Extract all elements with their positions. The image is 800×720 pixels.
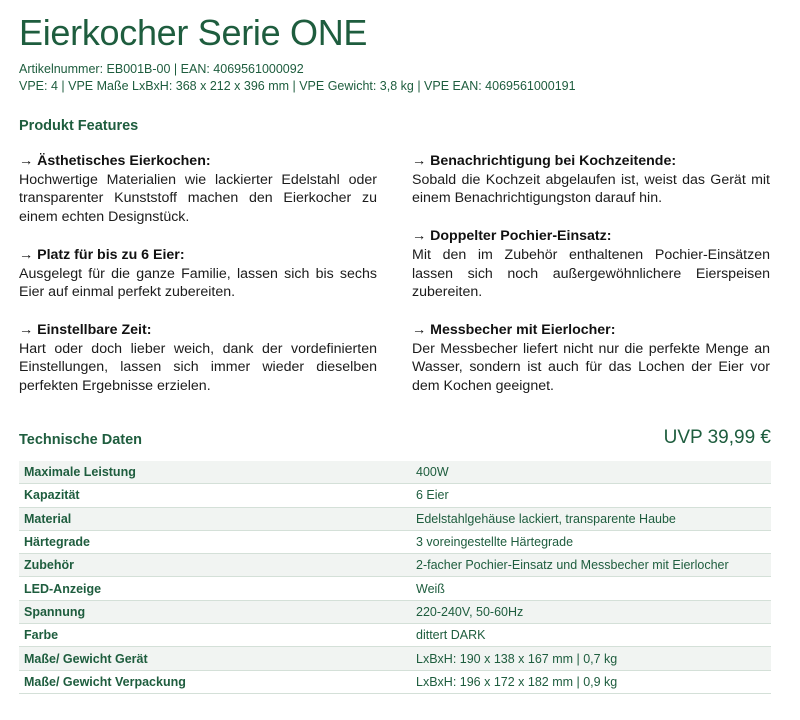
- spec-value: 6 Eier: [411, 484, 771, 507]
- feature-item: [412, 321, 770, 396]
- feature-description: Hart oder doch lieber weich, dank der vordefinierten Einstellungen, lassen sich immer wieder dieselben perfekten Ergebnisse erzielen.: [19, 340, 377, 395]
- feature-heading: → Ästhetisches Eierkochen:: [19, 153, 211, 169]
- features-column-left: [19, 152, 377, 415]
- feature-heading: → Platz für bis zu 6 Eier:: [19, 246, 185, 263]
- feature-description: Sobald die Kochzeit abgelaufen ist, weist das Gerät mit einem Benachrichtigungston darauf hin.: [412, 171, 770, 207]
- spec-row: [19, 647, 771, 670]
- feature-item: [19, 152, 377, 227]
- retail-price: UVP 39,99 €: [663, 427, 771, 448]
- spec-key: Zubehör: [19, 554, 411, 577]
- spec-row: [19, 554, 771, 577]
- spec-row: [19, 507, 771, 530]
- spec-key: Farbe: [19, 624, 411, 647]
- spec-key: LED-Anzeige: [19, 577, 411, 600]
- spec-key: Material: [19, 507, 411, 530]
- spec-key: Maximale Leistung: [19, 461, 411, 484]
- feature-description: Der Messbecher liefert nicht nur die perfekte Menge an Wasser, sondern ist auch für das Lochen der Eier vor dem Kochen geeignet.: [412, 340, 770, 395]
- feature-description: Mit den im Zubehör enthaltenen Pochier-Einsätzen lassen sich noch außergewöhnlichere Eierspeisen zubereiten.: [412, 246, 770, 301]
- tech-specs-table: [19, 461, 771, 694]
- spec-row: [19, 624, 771, 647]
- spec-value: 2-facher Pochier-Einsatz und Messbecher mit Eierlocher: [411, 554, 771, 577]
- spec-value: LxBxH: 190 x 138 x 167 mm | 0,7 kg: [411, 647, 771, 670]
- spec-row: [19, 484, 771, 507]
- spec-row: [19, 577, 771, 600]
- spec-value: 3 voreingestellte Härtegrade: [411, 530, 771, 553]
- feature-item: [19, 321, 377, 396]
- features-column-right: [412, 152, 770, 415]
- feature-item: [412, 227, 770, 302]
- features-heading: Produkt Features: [19, 118, 139, 134]
- feature-heading: → Benachrichtigung bei Kochzeitende:: [412, 153, 677, 169]
- spec-key: Maße/ Gewicht Verpackung: [19, 670, 411, 693]
- packaging-info-line: VPE: 4 | VPE Maße LxBxH: 368 x 212 x 396 mm | VPE Gewicht: 3,8 kg | VPE EAN: 4069561000191: [19, 79, 576, 93]
- spec-row: [19, 530, 771, 553]
- spec-value: LxBxH: 196 x 172 x 182 mm | 0,9 kg: [411, 670, 771, 693]
- spec-row: [19, 461, 771, 484]
- feature-heading: → Einstellbare Zeit:: [19, 321, 152, 338]
- spec-value: dittert DARK: [411, 624, 771, 647]
- feature-description: Ausgelegt für die ganze Familie, lassen sich bis sechs Eier auf einmal perfekt zubereiten.: [19, 265, 377, 301]
- spec-row: [19, 670, 771, 693]
- spec-key: Kapazität: [19, 484, 411, 507]
- spec-key: Härtegrade: [19, 530, 411, 553]
- page-title: Eierkocher Serie ONE: [19, 12, 368, 53]
- spec-value: 400W: [411, 461, 771, 484]
- tech-specs-heading: Technische Daten: [19, 432, 143, 448]
- article-number-line: Artikelnummer: EB001B-00 | EAN: 4069561000092: [19, 62, 304, 76]
- feature-description: Hochwertige Materialien wie lackierter Edelstahl oder transparenter Kunststoff machen den Eierkocher zu einem echten Designstück.: [19, 171, 377, 226]
- feature-item: [412, 152, 770, 208]
- feature-item: [19, 246, 377, 302]
- spec-row: [19, 600, 771, 623]
- feature-heading: → Messbecher mit Eierlocher:: [412, 321, 616, 338]
- spec-value: 220-240V, 50-60Hz: [411, 600, 771, 623]
- spec-key: Maße/ Gewicht Gerät: [19, 647, 411, 670]
- spec-value: Edelstahlgehäuse lackiert, transparente Haube: [411, 507, 771, 530]
- spec-key: Spannung: [19, 600, 411, 623]
- spec-value: Weiß: [411, 577, 771, 600]
- feature-heading: → Doppelter Pochier-Einsatz:: [412, 228, 612, 245]
